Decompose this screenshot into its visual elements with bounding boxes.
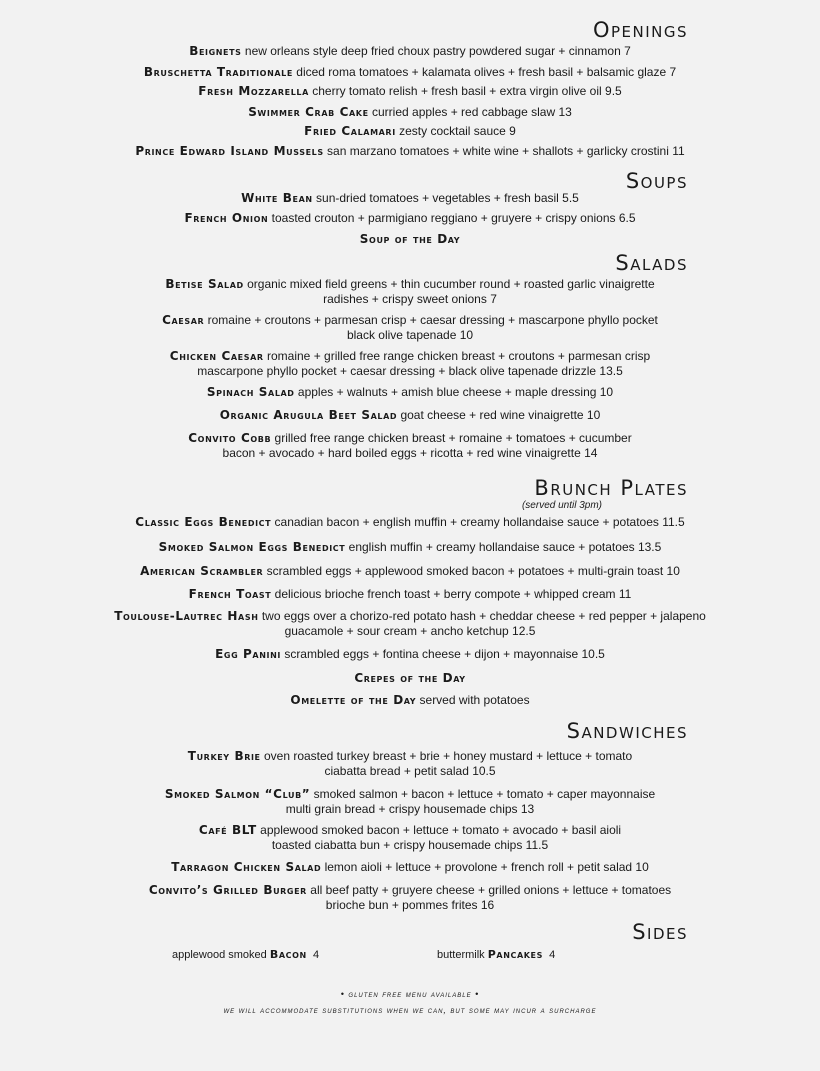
menu-item: Betise Salad organic mixed field greens + thin cucumber round + roasted garlic vinaigrette radishes + crispy sweet onions 7 xyxy=(165,277,655,306)
side-item: applewood smoked Bacon 4 xyxy=(172,948,320,961)
menu-item: Caesar romaine + croutons + parmesan crisp + caesar dressing + mascarpone phyllo pocket black olive tapenade 10 xyxy=(162,313,658,342)
menu-item: Prince Edward Island Mussels san marzano tomatoes + white wine + shallots + garlicky crostini 11 xyxy=(135,144,685,158)
menu-item: Fresh Mozzarella cherry tomato relish + fresh basil + extra virgin olive oil 9.5 xyxy=(198,84,622,98)
menu-item: Organic Arugula Beet Salad goat cheese + red wine vinaigrette 10 xyxy=(219,408,601,422)
menu-item: Toulouse-Lautrec Hash two eggs over a chorizo-red potato hash + cheddar cheese + red pepper + jalapeno guacamole + sour cream + ancho ketchup 12.5 xyxy=(114,609,706,638)
menu-item: Omelette of the Day served with potatoes xyxy=(290,693,530,707)
brunch-subtitle: (served until 3pm) xyxy=(521,500,602,511)
menu-item: Swimmer Crab Cake curried apples + red cabbage slaw 13 xyxy=(248,105,572,119)
soups-title: Soups xyxy=(625,169,688,193)
brunch-title: Brunch Plates xyxy=(534,476,688,500)
menu-item: Convito Cobb grilled free range chicken breast + romaine + tomatoes + cucumber bacon + avocado + hard boiled eggs + ricotta + red wine vinaigrette 14 xyxy=(188,431,632,460)
menu-item: French Toast delicious brioche french toast + berry compote + whipped cream 11 xyxy=(188,587,632,601)
menu-item: White Bean sun-dried tomatoes + vegetables + fresh basil 5.5 xyxy=(241,191,579,205)
openings-title: Openings xyxy=(592,18,688,42)
menu-item: Smoked Salmon Eggs Benedict english muffin + creamy hollandaise sauce + potatoes 13.5 xyxy=(158,540,662,554)
salads-title: Salads xyxy=(615,251,688,275)
menu-item: Classic Eggs Benedict canadian bacon + english muffin + creamy hollandaise sauce + potatoes 11.5 xyxy=(135,515,685,529)
menu-item: Chicken Caesar romaine + grilled free range chicken breast + croutons + parmesan crisp mascarpone phyllo pocket + caesar dressing + black olive tapenade drizzle 13.5 xyxy=(169,349,651,378)
menu-item: Spinach Salad apples + walnuts + amish blue cheese + maple dressing 10 xyxy=(206,385,614,399)
menu-item: Convito’s Grilled Burger all beef patty + gruyere cheese + grilled onions + lettuce + tomatoes brioche bun + pommes frites 16 xyxy=(148,883,672,912)
menu-item: Soup of the Day xyxy=(359,232,461,246)
menu-item: Café BLT applewood smoked bacon + lettuce + tomato + avocado + basil aioli toasted ciabatta bun + crispy housemade chips 11.5 xyxy=(198,823,622,852)
menu-item: Egg Panini scrambled eggs + fontina cheese + dijon + mayonnaise 10.5 xyxy=(215,647,605,661)
menu-item: Crepes of the Day xyxy=(354,671,466,685)
sandwiches-title: Sandwiches xyxy=(566,719,688,743)
gluten-free-note: • gluten free menu available • xyxy=(340,989,480,999)
menu-item: Beignets new orleans style deep fried choux pastry powdered sugar + cinnamon 7 xyxy=(189,44,631,58)
menu-item: Tarragon Chicken Salad lemon aioli + lettuce + provolone + french roll + petit salad 10 xyxy=(171,860,649,874)
menu-item: Bruschetta Traditionale diced roma tomatoes + kalamata olives + fresh basil + balsamic glaze 7 xyxy=(143,65,677,79)
sides-title: Sides xyxy=(632,920,688,944)
menu-item: French Onion toasted crouton + parmigiano reggiano + gruyere + crispy onions 6.5 xyxy=(184,211,636,225)
menu-item: American Scrambler scrambled eggs + applewood smoked bacon + potatoes + multi-grain toast 10 xyxy=(140,564,680,578)
menu-item: Smoked Salmon “Club” smoked salmon + bacon + lettuce + tomato + caper mayonnaise multi grain bread + crispy housemade chips 13 xyxy=(164,787,656,816)
side-item: buttermilk Pancakes 4 xyxy=(437,948,556,961)
menu-item: Fried Calamari zesty cocktail sauce 9 xyxy=(304,124,516,138)
substitution-note: we will accommodate substitutions when we can, but some may incur a surcharge xyxy=(223,1005,597,1015)
menu-item: Turkey Brie oven roasted turkey breast + brie + honey mustard + lettuce + tomato ciabatta bread + petit salad 10.5 xyxy=(187,749,633,778)
